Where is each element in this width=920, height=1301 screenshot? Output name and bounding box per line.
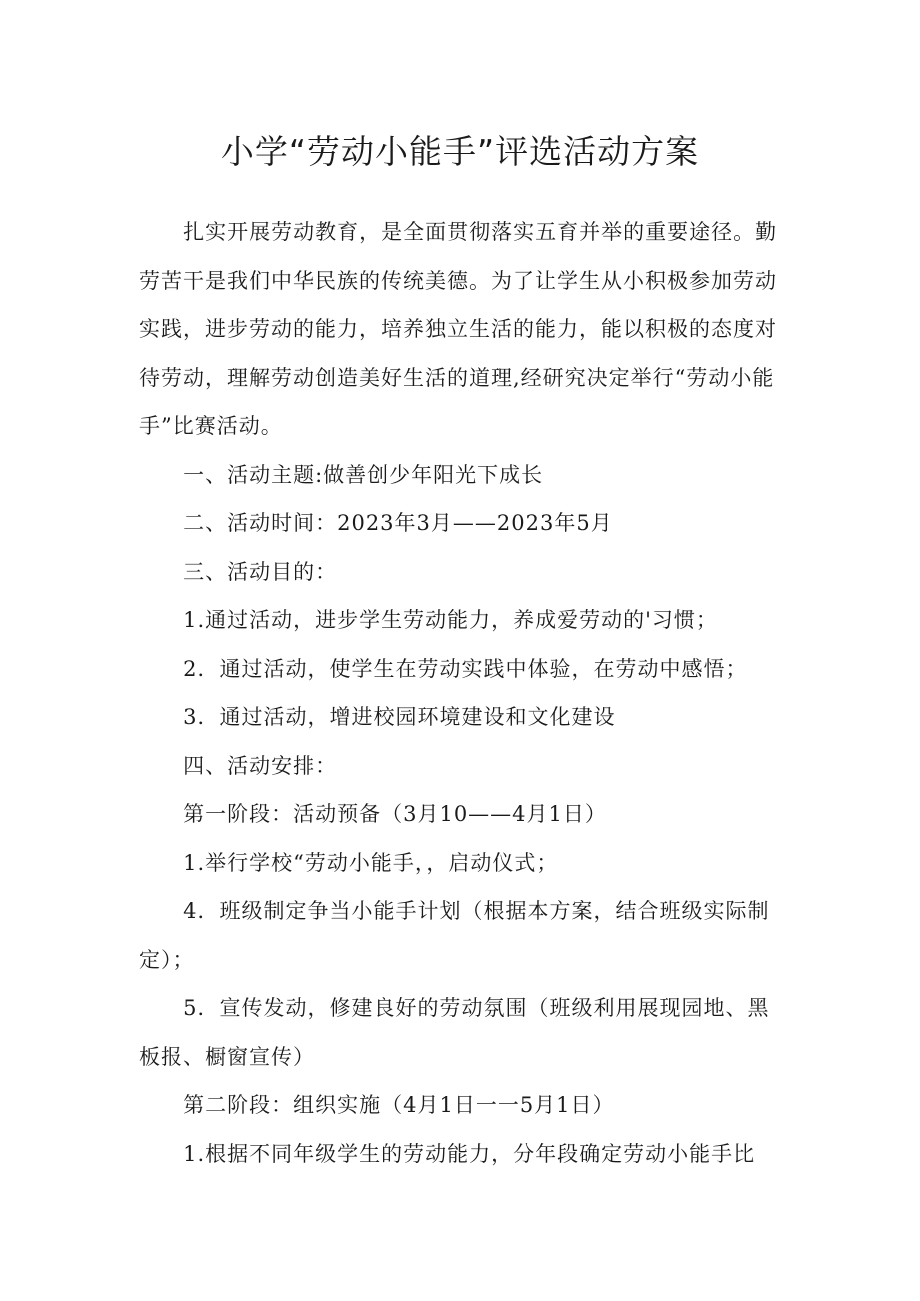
purpose-item-1: 1.通过活动，进步学生劳动能力，养成爱劳动的'习惯； <box>183 608 718 632</box>
intro-paragraph: 扎实开展劳动教育，是全面贯彻落实五育并举的重要途径。勤劳苦干是我们中华民族的传统美德。为了让学生从小积极参加劳动实践，进步劳动的能力，培养独立生活的能力，能以积极的态度对待劳动，理解劳动创造美好生活的道理,经研究决定举行“劳动小能手”比赛活动。 <box>139 220 778 438</box>
activity-arrangement-heading: 四、活动安排： <box>183 753 338 778</box>
purpose-item-3: 3．通过活动，增进校园环境建设和文化建设 <box>183 705 616 729</box>
activity-time: 二、活动时间：2023年3月——2023年5月 <box>183 511 613 535</box>
stage-one-item-1: 1.举行学校“劳动小能手，，启动仪式； <box>183 850 559 875</box>
purpose-item-2: 2．通过活动，使学生在劳动实践中体验，在劳动中感悟； <box>183 656 748 681</box>
stage-one-item-4: 4．班级制定争当小能手计划（根据本方案，结合班级实际制定）； <box>139 899 770 972</box>
document-title: 小学“劳动小能手”评选活动方案 <box>220 132 700 171</box>
activity-purpose-heading: 三、活动目的： <box>183 559 338 584</box>
stage-one-item-5: 5．宣传发动，修建良好的劳动氛围（班级利用展现园地、黑板报、橱窗宣传） <box>139 996 770 1069</box>
stage-two-heading: 第二阶段：组织实施（4月1日一一5月1日） <box>183 1093 615 1117</box>
stage-two-item-1: 1.根据不同年级学生的劳动能力，分年段确定劳动小能手比 <box>183 1141 756 1166</box>
stage-one-heading: 第一阶段：活动预备（3月10——4月1日） <box>183 802 607 826</box>
document-body <box>139 208 789 1178</box>
activity-theme: 一、活动主题:做善创少年阳光下成长 <box>183 462 544 487</box>
